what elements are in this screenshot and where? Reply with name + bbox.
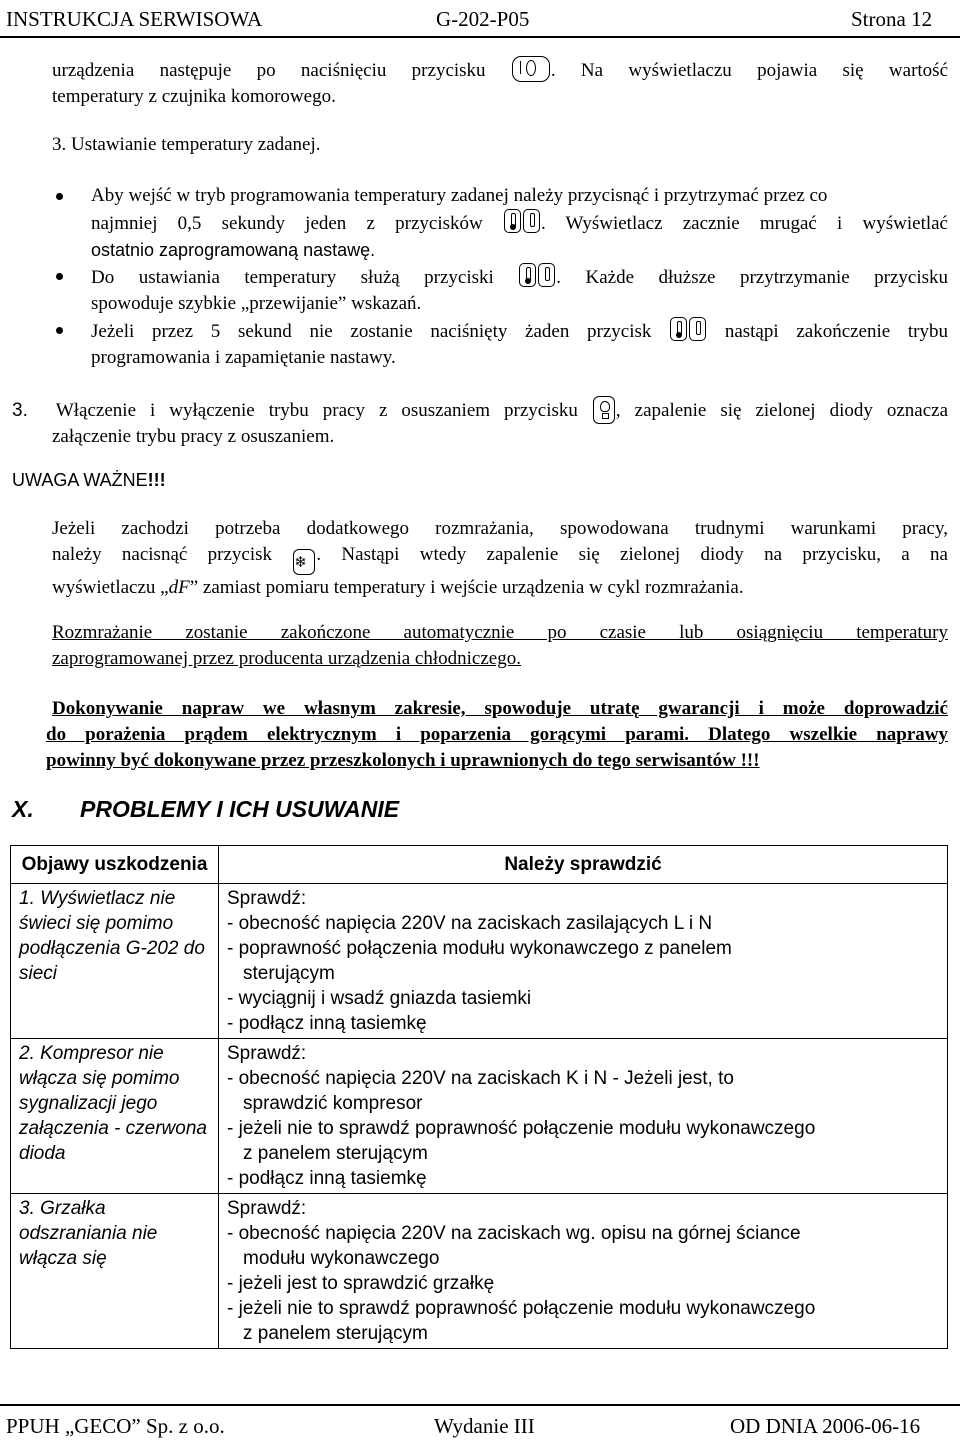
intro-paragraph <box>52 56 948 110</box>
auto-defrost-note <box>52 620 948 672</box>
dehumidify-text-a: Włączenie i wyłączenie trybu pracy z osuszaniem przycisku <box>55 400 578 421</box>
chapter-heading <box>12 796 400 823</box>
check-item: z panelem sterującym <box>243 1143 428 1164</box>
bullet-1 <box>91 183 948 263</box>
check-item: - podłącz inną tasiemkę <box>227 1168 427 1189</box>
dehumidify-line-1 <box>12 396 948 424</box>
intro-text-b: . Na wyświetlaczu pojawia się wartość <box>550 60 948 81</box>
dehumidify-paragraph <box>12 396 948 450</box>
page-footer <box>0 1406 960 1442</box>
bullet-1-line-2 <box>91 209 948 237</box>
warning-title-exclaim: !!! <box>147 470 166 490</box>
bullet-dot <box>56 273 63 280</box>
bullet-3-line-2: programowania i zapamiętanie nastawy. <box>91 347 396 368</box>
auto-defrost-line-2: zaprogramowanej przez producenta urządzenia chłodniczego. <box>52 648 521 669</box>
bullet-1-text-a: najmniej 0,5 sekundy jeden z przycisków <box>91 213 483 234</box>
dehumidify-line-2: załączenie trybu pracy z osuszaniem. <box>52 426 335 447</box>
defrost-text-d: ” zamiast pomiaru temperatury i wejście urządzenia w cykl rozmrażania. <box>189 577 744 598</box>
defrost-line-1: Jeżeli zachodzi potrzeba dodatkowego rozmrażania, spowodowana trudnymi warunkami pracy, <box>52 518 948 539</box>
dehumidify-text-b: , zapalenie się zielonej diody oznacza <box>615 400 949 421</box>
up-down-keys-icon <box>669 321 707 342</box>
defrost-df-code: dF <box>168 577 190 598</box>
bullet-2-text-a: Do ustawiania temperatury służą przyciski <box>91 267 494 288</box>
check-title: Sprawdź: <box>227 888 307 909</box>
bullet-1-text-b: . Wyświetlacz zacznie mrugać i wyświetlać <box>540 213 948 234</box>
defrost-paragraph <box>52 516 948 601</box>
bullet-2-line-1 <box>91 263 948 291</box>
section-3-title: 3. Ustawianie temperatury zadanej. <box>52 134 321 155</box>
table-row <box>11 1194 948 1349</box>
check-item: - jeżeli nie to sprawdź poprawność połączenie modułu wykonawczego <box>227 1298 816 1319</box>
check-item: - podłącz inną tasiemkę <box>227 1013 427 1034</box>
check-cell <box>219 884 948 1039</box>
defrost-text-b: . Nastąpi wtedy zapalenie się zielonej diody na przycisku, a na <box>316 544 948 565</box>
bullet-3 <box>91 317 948 371</box>
bullet-3-text-a: Jeżeli przez 5 sekund nie zostanie naciśnięty żaden przycisk <box>91 321 652 342</box>
check-item: - obecność napięcia 220V na zaciskach K i N - Jeżeli jest, to <box>227 1068 734 1089</box>
power-button-icon <box>512 56 550 82</box>
check-item: - obecność napięcia 220V na zaciskach zasilających L i N <box>227 913 713 934</box>
header-page-number: Strona 12 <box>851 7 933 31</box>
table-row <box>11 1039 948 1194</box>
header-divider <box>0 36 960 38</box>
repair-warning-line-3: powinny być dokonywane przez przeszkolonych i uprawnionych do tego serwisantów !!! <box>46 750 760 771</box>
chapter-title: PROBLEMY I ICH USUWANIE <box>80 796 400 822</box>
symptom-cell: 1. Wyświetlacz nie świeci się pomimo podłączenia G-202 do sieci <box>11 884 219 1039</box>
column-header-symptoms: Objawy uszkodzenia <box>11 846 219 884</box>
defrost-text-c: wyświetlaczu „ <box>52 577 169 598</box>
up-down-keys-icon <box>503 213 541 234</box>
bullet-3-text-b: nastąpi zakończenie trybu <box>724 321 948 342</box>
intro-line-1 <box>52 56 948 84</box>
bullet-dot <box>56 327 63 334</box>
symptom-cell: 3. Grzałka odszraniania nie włącza się <box>11 1194 219 1349</box>
check-item: - jeżeli nie to sprawdź poprawność połączenie modułu wykonawczego <box>227 1118 816 1139</box>
header-doc-title: INSTRUKCJA SERWISOWA <box>6 7 263 31</box>
up-down-keys-icon <box>518 267 556 288</box>
defrost-line-3 <box>52 575 948 601</box>
check-item: - poprawność połączenia modułu wykonawczego z panelem <box>227 938 732 959</box>
intro-line-2: temperatury z czujnika komorowego. <box>52 86 336 107</box>
warning-title-text: UWAGA WAŻNE <box>12 470 148 490</box>
bullet-2-line-2: spowoduje szybkie „przewijanie” wskazań. <box>91 293 422 314</box>
bullet-dot <box>56 193 63 200</box>
check-title: Sprawdź: <box>227 1043 307 1064</box>
check-item: - obecność napięcia 220V na zaciskach wg. opisu na górnej ściance <box>227 1223 801 1244</box>
troubleshooting-table <box>10 845 948 1349</box>
defrost-line-2 <box>52 542 948 575</box>
check-item: - wyciągnij i wsadź gniazda tasiemki <box>227 988 532 1009</box>
check-cell <box>219 1039 948 1194</box>
defrost-text-a: należy nacisnąć przycisk <box>52 544 273 565</box>
chapter-number: X. <box>12 796 34 822</box>
auto-defrost-line-1: Rozmrażanie zostanie zakończone automatycznie po czasie lub osiągnięciu temperatury <box>52 622 948 643</box>
bullet-1-line-1: Aby wejść w tryb programowania temperatury zadanej należy przycisnąć i przytrzymać przez co <box>91 185 828 206</box>
symptom-cell: 2. Kompresor nie włącza się pomimo sygnalizacji jego załączenia - czerwona dioda <box>11 1039 219 1194</box>
repair-warning <box>46 696 948 774</box>
check-title: Sprawdź: <box>227 1198 307 1219</box>
bullet-3-line-1 <box>91 317 948 345</box>
header-doc-code: G-202-P05 <box>436 7 530 31</box>
footer-edition: Wydanie III <box>434 1414 535 1438</box>
bullet-1-line-3: ostatnio zaprogramowaną nastawę. <box>91 240 376 260</box>
light-bulb-button-icon <box>593 396 615 424</box>
footer-company: PPUH „GECO” Sp. z o.o. <box>6 1414 225 1438</box>
dehumidify-number: 3. <box>12 400 28 421</box>
bullet-2 <box>91 263 948 317</box>
check-item: sterującym <box>243 963 335 984</box>
intro-text-a: urządzenia następuje po naciśnięciu przycisku <box>52 60 486 81</box>
page-header <box>0 0 960 36</box>
repair-warning-line-1: Dokonywanie napraw we własnym zakresie, spowoduje utratę gwarancji i może doprowadzić <box>52 698 948 719</box>
check-item: - jeżeli jest to sprawdzić grzałkę <box>227 1273 495 1294</box>
table-header-row <box>11 846 948 884</box>
table-row <box>11 884 948 1039</box>
defrost-button-icon: ❄ <box>293 549 315 575</box>
repair-warning-line-2: do porażenia prądem elektrycznym i poparzenia gorącymi parami. Dlatego wszelkie naprawy <box>46 724 948 745</box>
footer-date: OD DNIA 2006-06-16 <box>730 1414 921 1438</box>
check-cell <box>219 1194 948 1349</box>
warning-title <box>12 470 166 491</box>
check-item: z panelem sterującym <box>243 1323 428 1344</box>
column-header-checks: Należy sprawdzić <box>219 846 948 884</box>
check-item: modułu wykonawczego <box>243 1248 440 1269</box>
bullet-2-text-b: . Każde dłuższe przytrzymanie przycisku <box>556 267 948 288</box>
check-item: sprawdzić kompresor <box>243 1093 423 1114</box>
